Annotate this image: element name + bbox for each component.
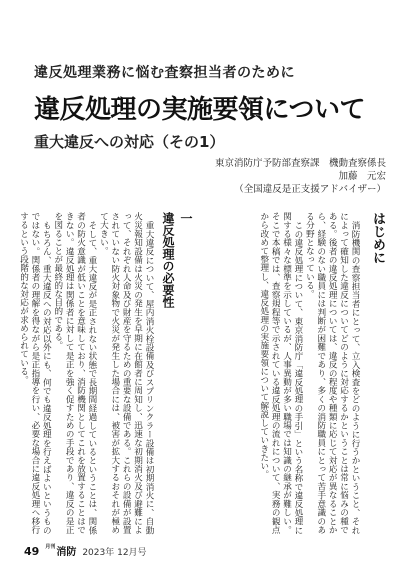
issue-date: 2023年 12月号 [82, 548, 147, 558]
page-footer [24, 543, 147, 558]
article-header [34, 62, 384, 152]
author-affiliation: 東京消防庁予防部査察課 機動査察係長 [214, 158, 386, 169]
article-title: 違反処理の実施要領について [34, 95, 365, 125]
magazine-prefix: 月刊 [45, 544, 56, 550]
magazine-name [45, 543, 76, 558]
body-column-right [208, 212, 386, 534]
article-kicker: 違反処理業務に悩む査察担当者のために [34, 65, 295, 81]
section-number: 一 [179, 212, 193, 224]
body-column-left [18, 212, 194, 534]
section-paragraph: そして、重大違反が是正されない状態で長期間経過しているということは、関係者の防火意識が低いことを意味しており、消防機関としてこれを放置することはできない。違反処理は関係者に対して是正を強く促すための手段であり、違反の是正を図ることが最終的な目的である。 [52, 212, 97, 534]
author-block [186, 157, 386, 196]
section-paragraph: 重大違反について、屋内消火栓設備及びスプリンクラー設備は初期消火に、自動火災報知設備は火災の発生を早期に在館者に周知し、迅速な初期消火及び避難によって、それぞれ人命及び財産を守るための重要な設備である。これらの設備が設置されていない防火対象物で火災が発生した場合には、被害が拡大するおそれが極めて大きい。 [98, 212, 154, 534]
section-heading: 違反処理の必要性 [161, 212, 175, 308]
article-subtitle: 重大違反への対応（その1） [34, 133, 225, 151]
intro-heading: はじめに [370, 212, 385, 264]
article-body [18, 212, 386, 534]
intro-paragraph: この違反処理について、東京消防庁「違反処理の手引」という名称で違反処理に関する様々な標準を示しているが、人事異動が多い職場では知識の継承が難しい。そこで本稿では、査察規程等で示されている違反処理の流れについて、実務の観点から改めて整理し、違反処理の実施要領について解説していきたい。 [258, 212, 303, 534]
magazine-title: 消防 [56, 547, 77, 558]
page-number: 49 [24, 545, 40, 558]
intro-paragraph: 消防機関の査察担当者にとって、立入検査をどのように行うかということ、それによって確知した違反についてどのように対応するかということは常に悩みの種である。後者の違反処理については、違反の程度や種類に応じて対応が異なることから、経験のない職員には判断が困難であり、多くの消防職員にとって苦手意識のある分野となっている。 [304, 212, 360, 534]
author-role: （全国違反是正支援アドバイザー） [234, 184, 386, 195]
section-paragraph: もちろん、重大違反への対応以外にも、何でも違反処理を行えばよいというものではない。関係者の理解を得ながら是正指導を行い、必要な場合に違反処理へ移行するという段階的な対応が求められている。 [18, 212, 52, 534]
author-name: 加藤 元宏 [338, 171, 386, 182]
